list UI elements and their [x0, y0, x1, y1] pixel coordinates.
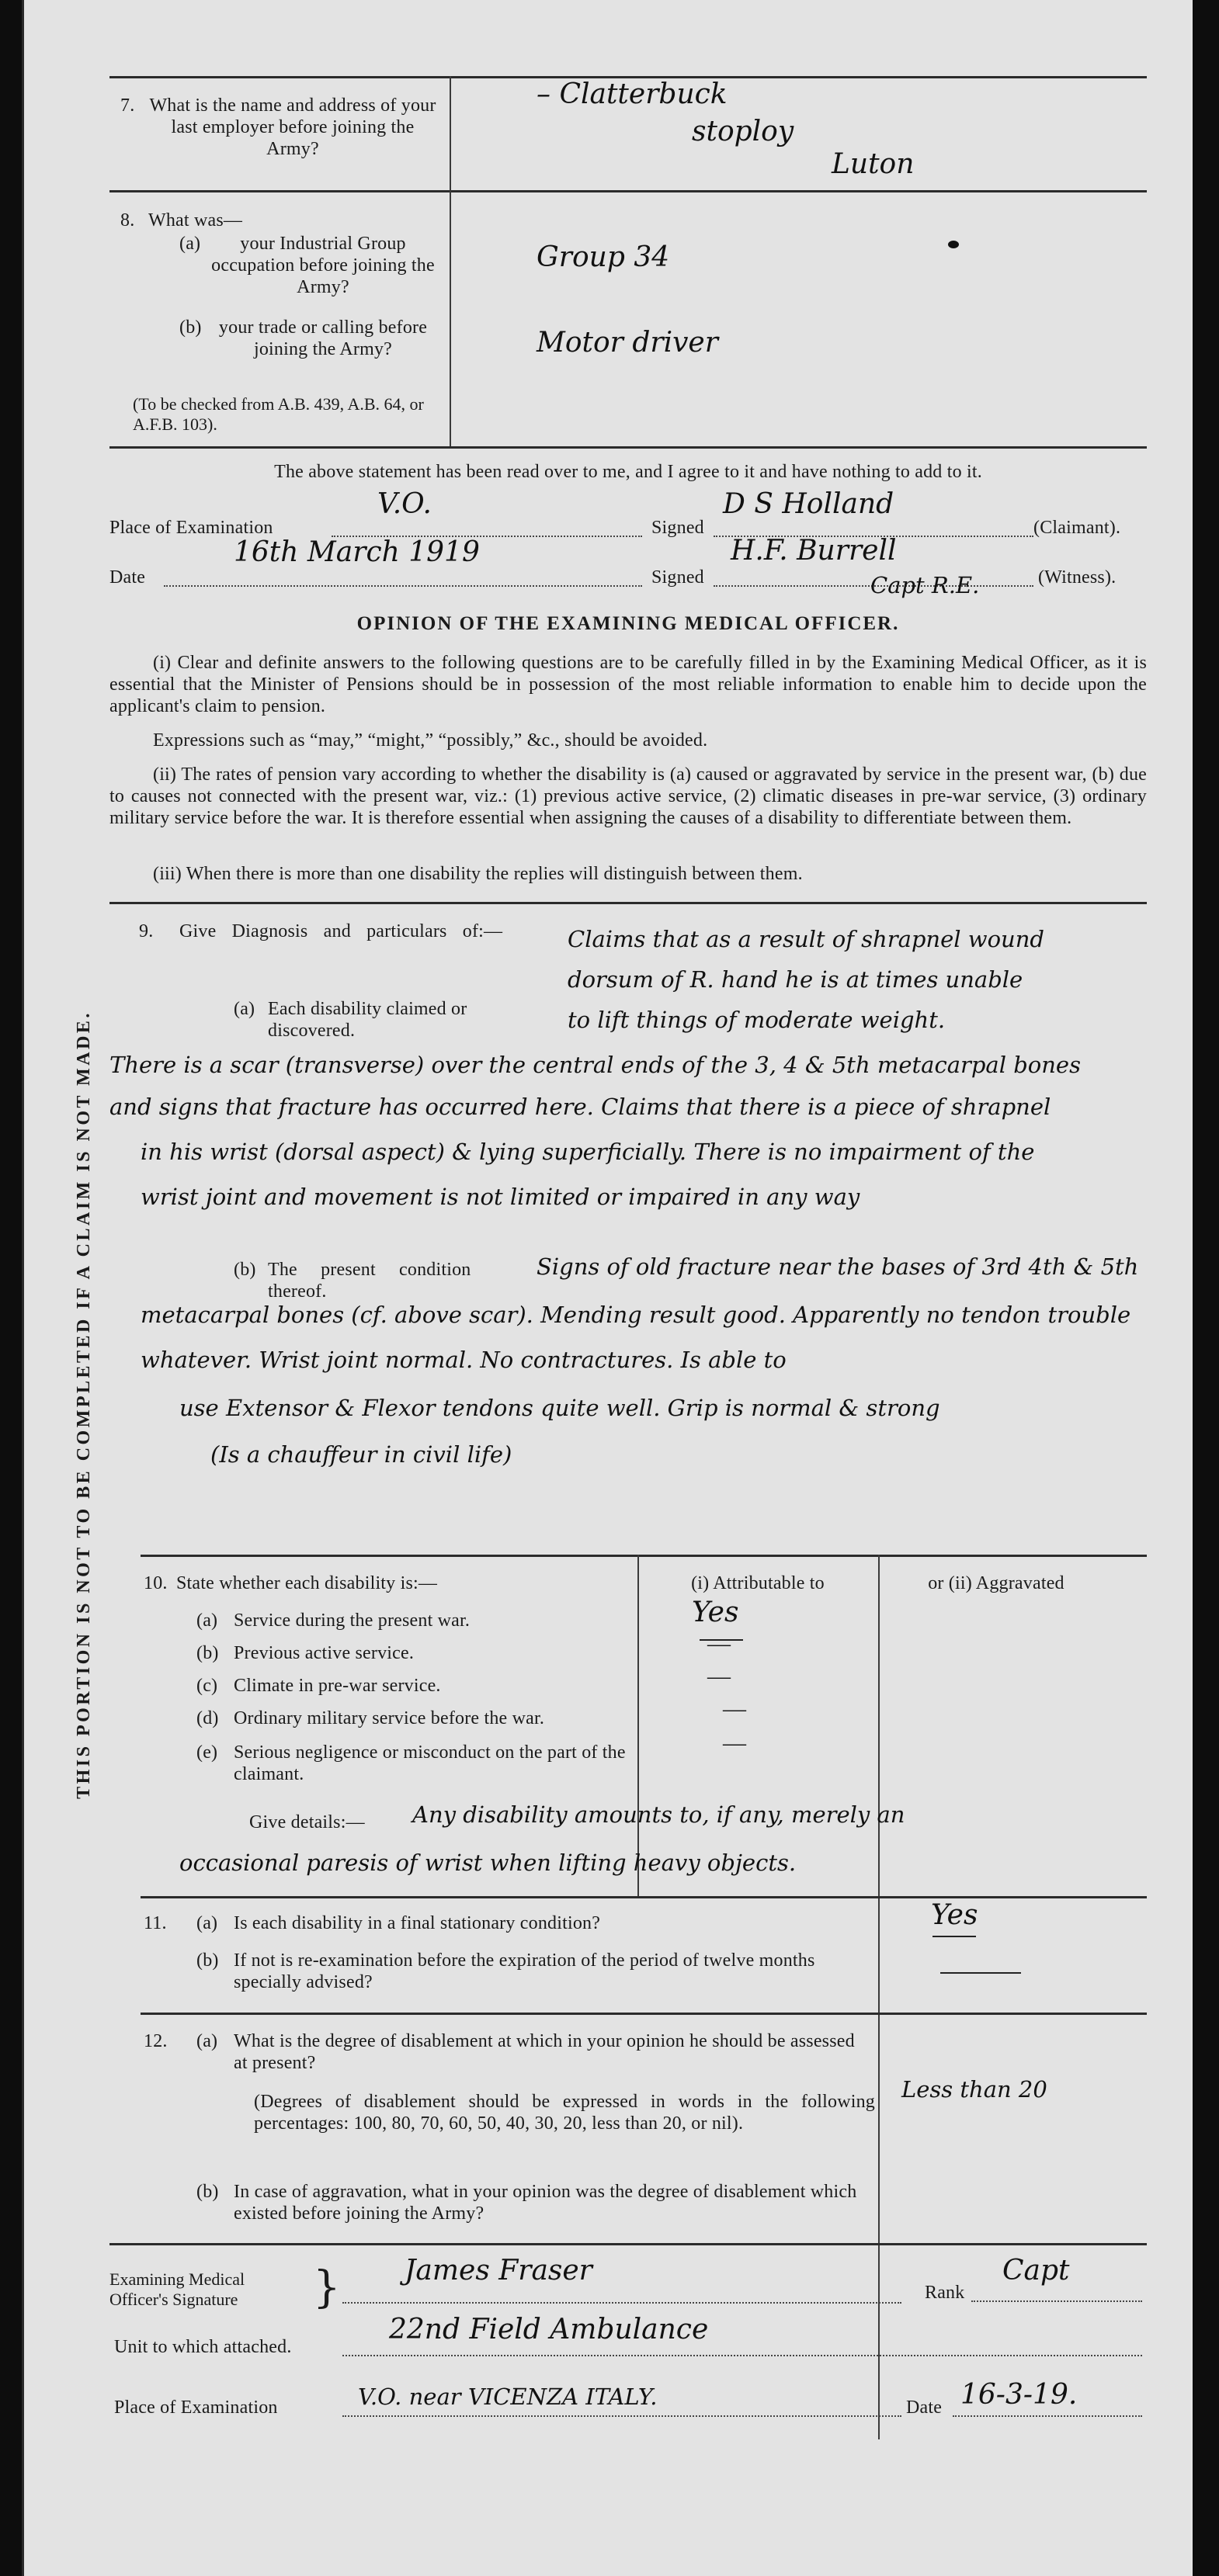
q7-q8-column-divider: [450, 76, 451, 446]
q8-heading: What was—: [148, 210, 243, 231]
q10-col-aggravated: or (ii) Aggravated: [928, 1573, 1064, 1593]
footer-date-line: [953, 2415, 1142, 2417]
q9-notes-line3: in his wrist (dorsal aspect) & lying superficially. There is no impairment of the: [141, 1139, 1035, 1165]
q9-a-answer-line1: Claims that as a result of shrapnel wound: [568, 926, 1044, 952]
witness-signature: H.F. Burrell: [731, 535, 897, 567]
officer-signature: James Fraser: [405, 2255, 592, 2287]
q9-b-answer-line4: use Extensor & Flexor tendons quite well. Grip is normal & strong: [179, 1395, 940, 1421]
q9-b-label: (b): [234, 1260, 256, 1280]
q10-text: State whether each disability is:—: [176, 1573, 438, 1593]
q9-a-answer-line3: to lift things of moderate weight.: [568, 1007, 946, 1033]
q8-answer-a: Group 34: [537, 241, 670, 273]
footer-date-value: 16-3-19.: [960, 2379, 1078, 2411]
unit-value: 22nd Field Ambulance: [389, 2314, 709, 2345]
q8-bottom-rule: [109, 446, 1147, 449]
q10-c-text: Climate in pre-war service.: [234, 1676, 441, 1696]
signed2-label: Signed: [651, 567, 704, 588]
q9-text: Give Diagnosis and particulars of:—: [179, 921, 503, 941]
q11-b-text: If not is re-examination before the expiration of the period of twelve months specially advised?: [234, 1950, 815, 1992]
q9-a-text: Each disability claimed or discovered.: [268, 999, 467, 1041]
q7-bottom-rule: [109, 190, 1147, 192]
q9-notes-line4: wrist joint and movement is not limited or impaired in any way: [141, 1184, 860, 1210]
q9-b-answer-line3: whatever. Wrist joint normal. No contractures. Is able to: [141, 1347, 787, 1373]
claimant-label: (Claimant).: [1033, 518, 1121, 538]
q11-b-label: (b): [196, 1950, 219, 1971]
q8-a-label: (a): [179, 234, 201, 254]
examination-place-label: Place of Examination: [114, 2397, 278, 2418]
q7-answer-line2: stoploy: [692, 116, 794, 147]
date-label: Date: [109, 567, 146, 588]
unit-line: [342, 2355, 1142, 2356]
q10-d-attrib: —: [723, 1696, 747, 1721]
q9-notes-line2: and signs that fracture has occurred here. Claims that there is a piece of shrapnel: [109, 1094, 1051, 1120]
q8-number: 8.: [120, 210, 135, 231]
q12-a-text: What is the degree of disablement at which in your opinion he should be assessed at present?: [234, 2031, 855, 2073]
q9-b-answer-line5: (Is a chauffeur in civil life): [210, 1441, 512, 1468]
place-label: Place of Examination: [109, 518, 273, 538]
q9-b-text: The present condition thereof.: [268, 1260, 471, 1302]
q11-answer-b: [940, 1972, 1021, 1974]
rank-label: Rank: [925, 2283, 965, 2303]
q12-bottom-rule: [109, 2243, 1147, 2245]
q7-answer-line3: Luton: [832, 148, 915, 180]
place-value: V.O.: [377, 488, 432, 520]
q7-number: 7.: [120, 95, 135, 116]
q10-e-attrib: —: [723, 1730, 747, 1756]
q8-a-text: your Industrial Group occupation before joining the Army?: [211, 234, 435, 297]
date-dotted-line: [164, 585, 642, 587]
instruction-4: (iii) When there is more than one disability the replies will distinguish between them.: [153, 864, 803, 884]
q10-b-attrib: —: [707, 1631, 731, 1656]
instruction-2: Expressions such as “may,” “might,” “possibly,” &c., should be avoided.: [153, 730, 708, 751]
q10-col-divider-2: [878, 1555, 880, 2439]
officer-signature-line: [342, 2302, 901, 2304]
q10-c-label: (c): [196, 1676, 218, 1696]
ink-blot: [948, 241, 959, 248]
q12-top-rule: [141, 2013, 1147, 2015]
officer-signature-label: Examining Medical Officer's Signature: [109, 2269, 245, 2309]
form-sheet: [22, 0, 1193, 2576]
q10-col-attributable: (i) Attributable to: [691, 1573, 825, 1593]
witness-label: (Witness).: [1038, 567, 1117, 588]
q11-answer-a: Yes: [931, 1899, 978, 1931]
q11-top-rule: [141, 1896, 1147, 1898]
q7-question: What is the name and address of your last employer before joining the Army?: [149, 95, 436, 159]
q10-a-label: (a): [196, 1610, 218, 1631]
q10-number: 10.: [144, 1573, 168, 1593]
opinion-bottom-rule: [109, 902, 1147, 904]
q10-b-label: (b): [196, 1643, 219, 1663]
witness-rank: Capt R.E.: [870, 572, 980, 598]
q10-e-text: Serious negligence or misconduct on the part of the claimant.: [234, 1742, 626, 1784]
q11-number: 11.: [144, 1913, 167, 1933]
q9-b-answer-line2: metacarpal bones (cf. above scar). Mending result good. Apparently no tendon trouble: [141, 1302, 1131, 1328]
q12-answer: Less than 20: [901, 2076, 1047, 2103]
q8-note: (To be checked from A.B. 439, A.B. 64, or A.F.B. 103).: [133, 394, 424, 434]
q11-a-underline: [932, 1936, 976, 1937]
q12-a-note: (Degrees of disablement should be expressed in words in the following percentages: 100, 80, 70, 60, 50, 40, 30, 20, less than 20, or nil).: [254, 2092, 875, 2134]
examination-place-line: [342, 2415, 901, 2417]
date-value: 16th March 1919: [234, 536, 480, 568]
q10-a-attrib: Yes: [692, 1597, 739, 1628]
q10-b-text: Previous active service.: [234, 1643, 415, 1663]
q10-top-rule: [141, 1555, 1147, 1557]
q9-a-label: (a): [234, 999, 255, 1019]
q12-b-text: In case of aggravation, what in your opinion was the degree of disablement which existed before joining the Army?: [234, 2182, 857, 2224]
rank-line: [971, 2300, 1142, 2302]
footer-date-label: Date: [906, 2397, 943, 2418]
instruction-1: (i) Clear and definite answers to the following questions are to be carefully filled in by the Examining Medical Officer, as it is essential that the Minister of Pensions should be in possession of the most reliable information to enable him to decide upon the applicant's claim to pension.: [109, 653, 1147, 716]
q10-c-attrib: —: [707, 1663, 731, 1689]
rank-value: Capt: [1002, 2255, 1070, 2287]
q10-d-label: (d): [196, 1708, 219, 1728]
q8-b-text: your trade or calling before joining the Army?: [218, 317, 428, 359]
q10-col-divider-1: [637, 1555, 639, 1896]
q7-answer-line1: – Clatterbuck: [537, 78, 728, 110]
q10-a-text: Service during the present war.: [234, 1610, 471, 1631]
q10-details-label: Give details:—: [249, 1812, 365, 1832]
q10-details-line2: occasional paresis of wrist when lifting heavy objects.: [179, 1850, 797, 1876]
q8-answer-b: Motor driver: [537, 327, 718, 359]
q11-a-text: Is each disability in a final stationary condition?: [234, 1913, 601, 1933]
q10-e-label: (e): [196, 1742, 218, 1763]
unit-label: Unit to which attached.: [114, 2337, 292, 2357]
q9-b-answer-line1: Signs of old fracture near the bases of 3rd 4th & 5th: [537, 1253, 1139, 1280]
q8-b-label: (b): [179, 317, 202, 338]
examination-place-value: V.O. near VICENZA ITALY.: [358, 2384, 658, 2410]
q10-details-line1: Any disability amounts to, if any, merely an: [412, 1801, 905, 1828]
q9-a-answer-line2: dorsum of R. hand he is at times unable: [568, 966, 1023, 993]
officer-label-brace: }: [313, 2262, 341, 2313]
q12-a-label: (a): [196, 2031, 218, 2051]
side-note: THIS PORTION IS NOT TO BE COMPLETED IF A CLAIM IS NOT MADE.: [74, 1011, 94, 1799]
q9-number: 9.: [139, 921, 154, 941]
q12-number: 12.: [144, 2031, 168, 2051]
claimant-signature: D S Holland: [723, 488, 894, 520]
opinion-heading: OPINION OF THE EXAMINING MEDICAL OFFICER.: [356, 613, 900, 634]
q10-d-text: Ordinary military service before the war.: [234, 1708, 545, 1728]
instruction-3: (ii) The rates of pension vary according to whether the disability is (a) caused or aggravated by service in the present war, (b) due to causes not connected with the present war, viz.: (1) previous active service, (2) climatic diseases in pre-war service, (3) ordinary military service before the war. It is therefore essential when assigning the causes of a disability to differentiate between them.: [109, 764, 1147, 828]
q9-notes-line1: There is a scar (transverse) over the central ends of the 3, 4 & 5th metacarpal bones: [109, 1052, 1081, 1078]
q11-a-label: (a): [196, 1913, 218, 1933]
statement-text: The above statement has been read over to me, and I agree to it and have nothing to add to it.: [274, 462, 982, 482]
signed-label: Signed: [651, 518, 704, 538]
q12-b-label: (b): [196, 2182, 219, 2202]
